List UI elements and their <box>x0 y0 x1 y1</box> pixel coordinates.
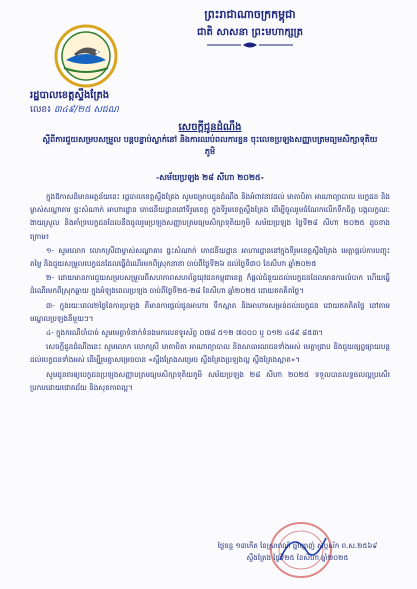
place-and-date: ស្ទឹងត្រែង ថ្ងៃទី២៥ ខែសីហា ឆ្នាំ២០២៥ <box>246 554 349 562</box>
reference-number <box>30 104 160 117</box>
paragraph-item-4: ៤- ក្នុងករណីចាំបាច់ សូមមេត្តាទំនាក់ទំនងមកលេខទូរស័ព្ទ ០៧៨ ៥១២ ៧០០០ ឬ ០១២ ៤៨៩ ៨៥៣។ <box>46 328 324 338</box>
notice-title: សេចក្តីជូនដំណឹង <box>178 122 242 133</box>
ornament-divider <box>205 41 295 49</box>
notice-body <box>30 190 390 395</box>
national-motto: ជាតិ សាសនា ព្រះមហាក្សត្រ <box>197 27 303 38</box>
exam-session: -សម័យប្រឡង ២៨ សីហា ២០២៥- <box>155 173 264 182</box>
reference-value: ៣៤៩/២៥ សជណ <box>53 105 119 115</box>
notice-subject: ស្តីពីការជួយសម្របសម្រួល បន្តបន្ទាប់ស្លាក់នៅ និងការឈប់ពលការខ្ជន ចុះលេខប្រឡងសញ្ញាបត្រមធ្យមសិក្សាទុតិយភូមិ <box>42 135 378 156</box>
signature-block <box>205 540 390 564</box>
lunar-date: ថ្ងៃចន្ទ ១៣កើត ខែស្រាពណ៍ ឆ្នាំម្សាញ់ សប្តស័ក ព.ស.២៥៦៩ <box>217 542 378 550</box>
paragraph-closing: សេចក្តីជូនដំណឹងនេះ សូមលោក លោកស្រី មាតាបិតា អាណាព្យាបាល និងសាធារណជនទាំងអស់ មេត្តាជ្រាប និងជួយផ្សព្វផ្សាយបន្តដល់បេក្ខជនទាំងអស់ ដើម្បីរួមគ្នាសម្រេចបាន «ស្ទឹងត្រែងសម្រេច ស្ទឹងត្រែងប្រឡងល្អ ស្ទឹងត្រែងស្អាត»។ <box>30 342 390 365</box>
issuing-authority: រដ្ឋបាលខេត្តស្ទឹងត្រែង <box>30 90 110 101</box>
paragraph-wishes: សូមជូនពរឲ្យបេក្ខជនប្រឡងសញ្ញាបត្រមធ្យមសិក្សាទុតិយភូមិ សម័យប្រឡង ២៨ សីហា ២០២៥ ទទួលបានលទ្ធផលល្អប្រសើរ ប្រកបដោយជោគជ័យ និងសុខភាពល្អ។ <box>30 369 390 392</box>
reference-label: លេខ៖ <box>30 105 52 115</box>
paragraph-item-3: ៣- ក្នុងរយៈពេល២ថ្ងៃនៃការប្រឡង គឺមានការផ្តល់ជូនអាហារ ទឹកស្អាត និងអាហារសម្រន់ដល់បេក្ខជន ដោយឥតគិតថ្លៃ នៅតាមមណ្ឌលប្រឡងនីមួយៗ។ <box>30 300 390 323</box>
paragraph-intro: ក្នុងឱកាសដ៏មានអត្ថន័យនេះ រដ្ឋបាលខេត្តស្ទឹងត្រែង សូមជម្រាបជូនដំណឹង និងអំពាវនាវដល់ មាតាបិតា អាណាព្យាបាល បេក្ខជន និងម្ចាស់សណ្ឋាគារ ផ្ទះសំណាក់ អាហារដ្ឋាន ភោជនីយដ្ឋាននៅទីរួមខេត្ត ក្នុងទីរួមខេត្តស្ទឹងត្រែង ដើម្បីចូលរួមចំណែកលើកទឹកចិត្ត បង្កលក្ខណៈងាយស្រួល និងគាំទ្របេក្ខជនដែលនឹងចូលរួមប្រឡងសញ្ញាបត្រមធ្យមសិក្សាទុតិយភូមិ សម័យប្រឡង ថ្ងៃទី២៨ សីហា ២០២៥ ដូចខាងក្រោម៖ <box>30 192 390 241</box>
paragraph-item-1: ១- សូមលោក លោកស្រីជាម្ចាស់សណ្ឋាគារ ផ្ទះសំណាក់ ភោជនីយដ្ឋាន អាហារដ្ឋាននៅក្នុងទីរួមខេត្តស្ទឹងត្រែង មេត្តាផ្តល់ការបញ្ចុះតម្លៃ និងជួយសម្រួលបេក្ខជនដែលធ្វើដំណើរមកពីស្រុកនានា ចាប់ពីថ្ងៃទី២៦ ដល់ថ្ងៃទី៣០ ខែសីហា ឆ្នាំ២០២៥ <box>30 245 390 269</box>
provincial-logo <box>54 24 118 88</box>
paragraph-item-2: ២- ដោយមានការជួយសម្របសម្រួលពីសហភាពសហព័ន្ធយុវជនកម្ពុជាខេត្ត ក៏ផ្តល់ជំនួយដល់បេក្ខជនដែលមានការលំបាក ហើយធ្វើដំណើរមកពីស្រុកឆ្ងាយ ក្នុងអំឡុងពេលប្រឡង ចាប់ពីថ្ងៃទី២៥-២៨ ខែសីហា ឆ្នាំ២០២៥ ដោយឥតគិតថ្លៃ។ <box>30 273 390 296</box>
kingdom-heading: ព្រះរាជាណាចក្រកម្ពុជា <box>204 8 296 21</box>
